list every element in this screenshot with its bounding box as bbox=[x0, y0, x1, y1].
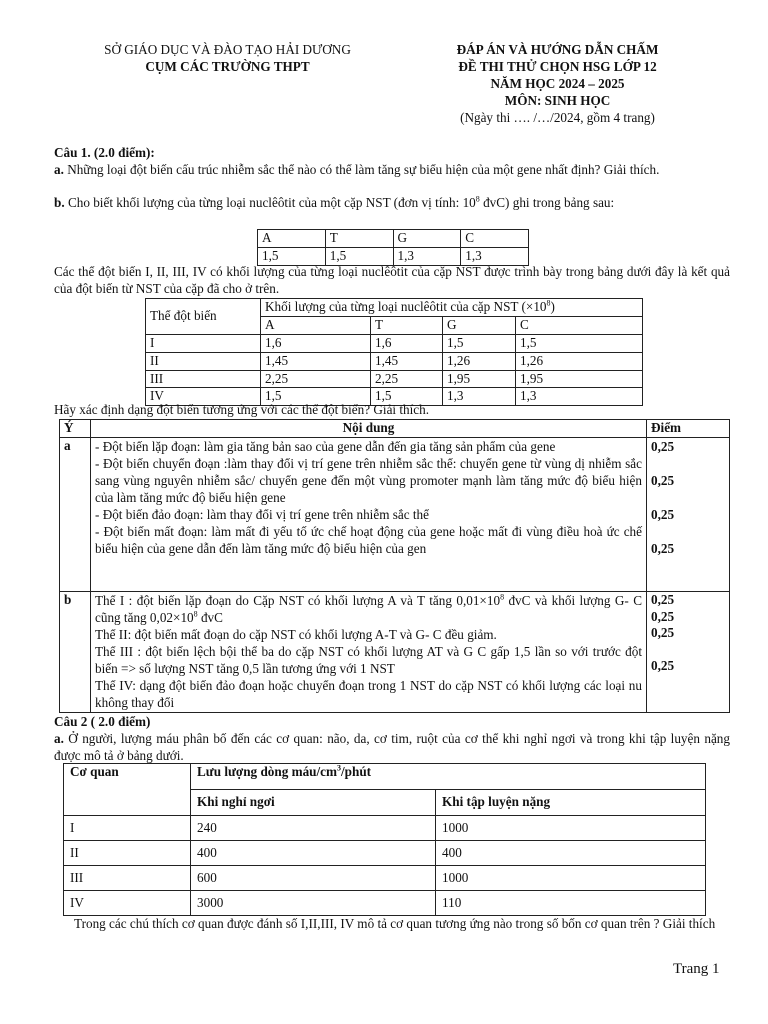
exponent: 8 bbox=[193, 609, 198, 619]
answer-a-line: - Đột biến mất đoạn: làm mất đi yếu tố ức chế hoạt động của gene hoặc mất đi vùng điều hoà ức chế biểu hiện của gene dẫn đến làm tăng mức độ biểu hiện của gen bbox=[95, 524, 642, 556]
table-cell: 1,3 bbox=[443, 388, 516, 406]
table-cell: III bbox=[146, 370, 261, 388]
q1-a-text: Những loại đột biến cấu trúc nhiễm sắc thể nào có thể làm tăng sự biểu hiện của một gene nhất định? Giải thích. bbox=[63, 162, 660, 177]
group-header-close: ) bbox=[550, 299, 555, 314]
q1-ask: Hãy xác định dạng đột biến tương ứng với các thể đột biến? Giải thích. bbox=[54, 402, 430, 417]
mutant-col-header: Thể đột biến bbox=[146, 299, 261, 335]
mutant-table bbox=[145, 298, 643, 406]
table-row bbox=[64, 841, 706, 866]
table-cell: III bbox=[64, 866, 191, 891]
organ-col-header: Cơ quan bbox=[64, 764, 191, 816]
table-cell: I bbox=[146, 334, 261, 352]
page-number: Trang 1 bbox=[673, 961, 720, 977]
q1-b-exponent: 8 bbox=[475, 194, 480, 204]
score-value: 0,25 bbox=[651, 439, 675, 454]
answer-b-content bbox=[91, 592, 647, 713]
exercise-col-header: Khi tập luyện nặng bbox=[436, 790, 706, 816]
table-cell: 1,95 bbox=[516, 370, 643, 388]
table-cell: 1,5 bbox=[516, 334, 643, 352]
blood-flow-table bbox=[63, 763, 706, 916]
q2-a-text: Ở người, lượng máu phân bố đến các cơ quan: não, da, cơ tim, ruột của cơ thể khi nghỉ ngơi và trong khi tập luyện nặng được mô tả ở bảng dưới. bbox=[54, 731, 730, 763]
table-row bbox=[60, 438, 730, 592]
q1-part-b bbox=[54, 195, 730, 212]
table-row bbox=[146, 352, 643, 370]
answer-col-y: Ý bbox=[60, 420, 91, 438]
nucleotide-mass-table bbox=[257, 229, 529, 266]
header-left bbox=[60, 42, 395, 76]
table-cell: 600 bbox=[191, 866, 436, 891]
table-header-row bbox=[146, 299, 643, 317]
table-cell: 2,25 bbox=[261, 370, 371, 388]
answer-a-line: - Đột biến đảo đoạn: làm thay đổi vị trí gene trên nhiễm sắc thể bbox=[95, 507, 429, 522]
answer-b-line bbox=[95, 592, 642, 626]
rest-col-header: Khi nghỉ ngơi bbox=[191, 790, 436, 816]
answer-a-line: - Đột biến chuyển đoạn :làm thay đổi vị trí gene trên nhiễm sắc thể: chuyển gene từ vùng dị nhiễm sắc sang vùng nguyên nhiễm sắc/ chuyển gene đến một vùng promoter mạnh làm tăng mức độ biểu hiện của làm tăng mức độ biểu hiện gene bbox=[95, 456, 642, 505]
table-row bbox=[64, 816, 706, 841]
q2-title: Câu 2 ( 2.0 điểm) bbox=[54, 714, 151, 729]
q1-b-text-post: đvC) ghi trong bảng sau: bbox=[479, 195, 615, 210]
exponent: 8 bbox=[500, 592, 505, 602]
table-row bbox=[146, 334, 643, 352]
table-header-cell: C bbox=[516, 316, 643, 334]
table-header-cell: G bbox=[393, 230, 461, 248]
group-header-text: Khối lượng của từng loại nuclêôtit của cặp NST (×10 bbox=[265, 299, 547, 314]
exam-title: ĐỀ THI THỬ CHỌN HSG LỚP 12 bbox=[458, 58, 657, 74]
table-cell: 1,45 bbox=[371, 352, 443, 370]
exam-date-note: (Ngày thi …. /…/2024, gồm 4 trang) bbox=[460, 109, 655, 125]
table-cell: IV bbox=[146, 388, 261, 406]
table-cell: 1,5 bbox=[371, 388, 443, 406]
table-cell: 1,6 bbox=[261, 334, 371, 352]
answer-row-label: a bbox=[60, 438, 91, 592]
q2-part-a bbox=[54, 731, 730, 765]
table-cell: 1,5 bbox=[325, 247, 393, 265]
flow-group-header bbox=[191, 764, 706, 790]
score-value: 0,25 bbox=[651, 592, 675, 607]
answer-b-text: đvC bbox=[197, 610, 223, 625]
table-cell: 1,5 bbox=[443, 334, 516, 352]
table-row bbox=[64, 866, 706, 891]
q1-a-label: a. bbox=[54, 162, 64, 177]
department-name: SỞ GIÁO DỤC VÀ ĐÀO TẠO HẢI DƯƠNG bbox=[104, 42, 351, 57]
answer-col-score: Điểm bbox=[647, 420, 730, 438]
score-value: 0,25 bbox=[651, 608, 675, 624]
table-cell: 1,26 bbox=[443, 352, 516, 370]
table-cell: 1,5 bbox=[261, 388, 371, 406]
score-value: 0,25 bbox=[651, 541, 675, 556]
school-year: NĂM HỌC 2024 – 2025 bbox=[490, 75, 625, 91]
table-cell: 1,5 bbox=[258, 247, 326, 265]
table-cell: 1,3 bbox=[516, 388, 643, 406]
table-cell: 1,3 bbox=[461, 247, 529, 265]
subject: MÔN: SINH HỌC bbox=[504, 92, 611, 108]
exponent: 3 bbox=[337, 763, 342, 773]
table-row bbox=[64, 891, 706, 916]
q1-title: Câu 1. (2.0 điểm): bbox=[54, 145, 155, 160]
table-header-cell: C bbox=[461, 230, 529, 248]
answer-row-label: b bbox=[60, 592, 91, 713]
table-cell: 3000 bbox=[191, 891, 436, 916]
table-header-cell: G bbox=[443, 316, 516, 334]
table-cell: 1,6 bbox=[371, 334, 443, 352]
answer-col-content: Nội dung bbox=[91, 420, 647, 438]
table-cell: I bbox=[64, 816, 191, 841]
table-cell: 1000 bbox=[436, 866, 706, 891]
answer-b-line: Thể IV: dạng đột biến đảo đoạn hoặc chuyển đoạn trong 1 NST do cặp NST có khối lượng các loại nu không thay đổi bbox=[95, 678, 642, 710]
q1-answer-table bbox=[59, 419, 730, 713]
flow-header-text: Lưu lượng dòng máu/cm bbox=[197, 764, 338, 779]
q1-part-a bbox=[54, 162, 730, 179]
table-header-row bbox=[258, 230, 529, 248]
answer-b-text: Thể I : đột biến lặp đoạn do Cặp NST có khối lượng A và T tăng 0,01×10 bbox=[95, 593, 501, 608]
answer-b-line: Thể III : đột biến lệch bội thể ba do cặp NST có khối lượng AT và G C gấp 1,5 lần so với trước đột biến => số lượng NST tăng 0,5 lần tương ứng với 1 NST bbox=[95, 644, 642, 676]
mutant-group-header bbox=[261, 299, 643, 317]
score-value: 0,25 bbox=[651, 625, 675, 640]
table-header-cell: A bbox=[258, 230, 326, 248]
table-cell: 400 bbox=[191, 841, 436, 866]
table-row bbox=[258, 247, 529, 265]
score-value: 0,25 bbox=[651, 473, 675, 488]
table-cell: 400 bbox=[436, 841, 706, 866]
answer-b-line: Thể II: đột biến mất đoạn do cặp NST có khối lượng A-T và G- C đều giảm. bbox=[95, 627, 497, 642]
q1-b-text-pre: Cho biết khối lượng của từng loại nuclêôtit của một cặp NST (đơn vị tính: 10 bbox=[64, 195, 476, 210]
table-cell: 1,26 bbox=[516, 352, 643, 370]
table-header-cell: T bbox=[371, 316, 443, 334]
q1-b-label: b. bbox=[54, 195, 65, 210]
table-header-row bbox=[60, 420, 730, 438]
group-header-exponent: 8 bbox=[546, 298, 551, 308]
score-value: 0,25 bbox=[651, 507, 675, 522]
score-value: 0,25 bbox=[651, 658, 675, 673]
table-cell: 1,95 bbox=[443, 370, 516, 388]
table-cell: 110 bbox=[436, 891, 706, 916]
school-cluster: CỤM CÁC TRƯỜNG THPT bbox=[145, 58, 310, 74]
table-cell: II bbox=[64, 841, 191, 866]
answer-a-scores bbox=[647, 438, 730, 592]
answer-a-content bbox=[91, 438, 647, 592]
table-cell: 1,3 bbox=[393, 247, 461, 265]
header-right bbox=[390, 42, 725, 126]
table-cell: 1000 bbox=[436, 816, 706, 841]
answer-key-title: ĐÁP ÁN VÀ HƯỚNG DẪN CHẤM bbox=[456, 42, 659, 57]
table-cell: IV bbox=[64, 891, 191, 916]
table-header-row bbox=[64, 764, 706, 790]
answer-b-text: đvC và khối lượng G- C cũng tăng 0,02×10 bbox=[95, 593, 642, 625]
table-row bbox=[60, 592, 730, 713]
answer-b-scores bbox=[647, 592, 730, 713]
table-cell: 1,45 bbox=[261, 352, 371, 370]
table-header-cell: A bbox=[261, 316, 371, 334]
table-row bbox=[146, 370, 643, 388]
answer-a-line: - Đột biến lặp đoạn: làm gia tăng bản sao của gene dẫn đến gia tăng sản phẩm của gene bbox=[95, 439, 556, 454]
flow-header-unit: /phút bbox=[341, 764, 372, 779]
q2-footer-question: Trong các chú thích cơ quan được đánh số I,II,III, IV mô tả cơ quan tương ứng nào trong số bốn cơ quan trên ? Giải thích bbox=[74, 916, 716, 931]
table-cell: 240 bbox=[191, 816, 436, 841]
mutant-intro: Các thể đột biến I, II, III, IV có khối lượng của từng loại nuclêôtit của cặp NST được trình bày trong bảng dưới đây là kết quả của đột biến từ NST của cặp đã cho ở trên. bbox=[54, 264, 730, 296]
table-cell: 2,25 bbox=[371, 370, 443, 388]
table-cell: II bbox=[146, 352, 261, 370]
table-header-cell: T bbox=[325, 230, 393, 248]
q2-a-label: a. bbox=[54, 731, 64, 746]
